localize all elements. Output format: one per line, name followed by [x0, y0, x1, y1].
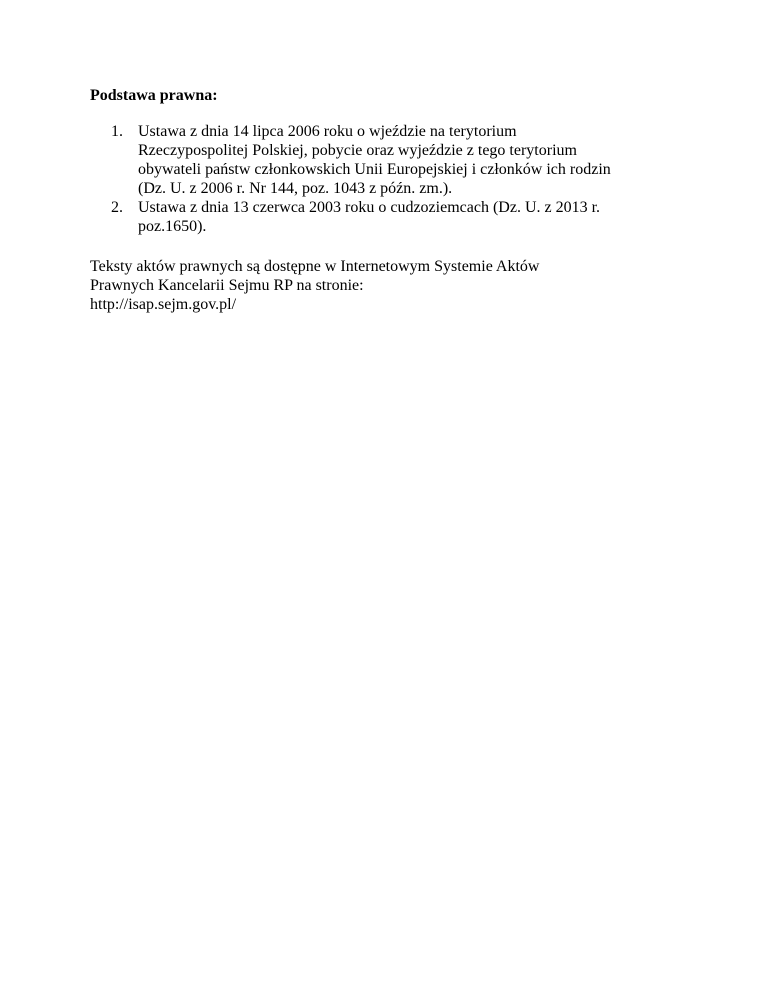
list-item — [90, 198, 710, 236]
list-item-text — [138, 198, 710, 236]
note-line: Teksty aktów prawnych są dostępne w Internetowym Systemie Aktów — [90, 258, 540, 275]
list-item-line: Rzeczypospolitej Polskiej, pobycie oraz wyjeździe z tego terytorium — [138, 142, 577, 159]
legal-basis-list — [90, 122, 710, 236]
list-item — [90, 122, 710, 198]
note-paragraph — [90, 257, 690, 314]
list-item-number: 2. — [111, 199, 123, 216]
section-heading: Podstawa prawna: — [90, 87, 218, 104]
source-url: http://isap.sejm.gov.pl/ — [90, 296, 237, 313]
list-item-text — [138, 122, 710, 198]
list-item-line: Ustawa z dnia 14 lipca 2006 roku o wjeździe na terytorium — [138, 123, 517, 140]
note-line: Prawnych Kancelarii Sejmu RP na stronie: — [90, 277, 364, 294]
list-item-line: obywateli państw członkowskich Unii Europejskiej i członków ich rodzin — [138, 161, 611, 178]
list-item-line: (Dz. U. z 2006 r. Nr 144, poz. 1043 z późn. zm.). — [138, 180, 453, 197]
list-item-line: Ustawa z dnia 13 czerwca 2003 roku o cudzoziemcach (Dz. U. z 2013 r. — [138, 199, 601, 216]
list-item-line: poz.1650). — [138, 218, 207, 235]
list-item-number: 1. — [111, 123, 123, 140]
